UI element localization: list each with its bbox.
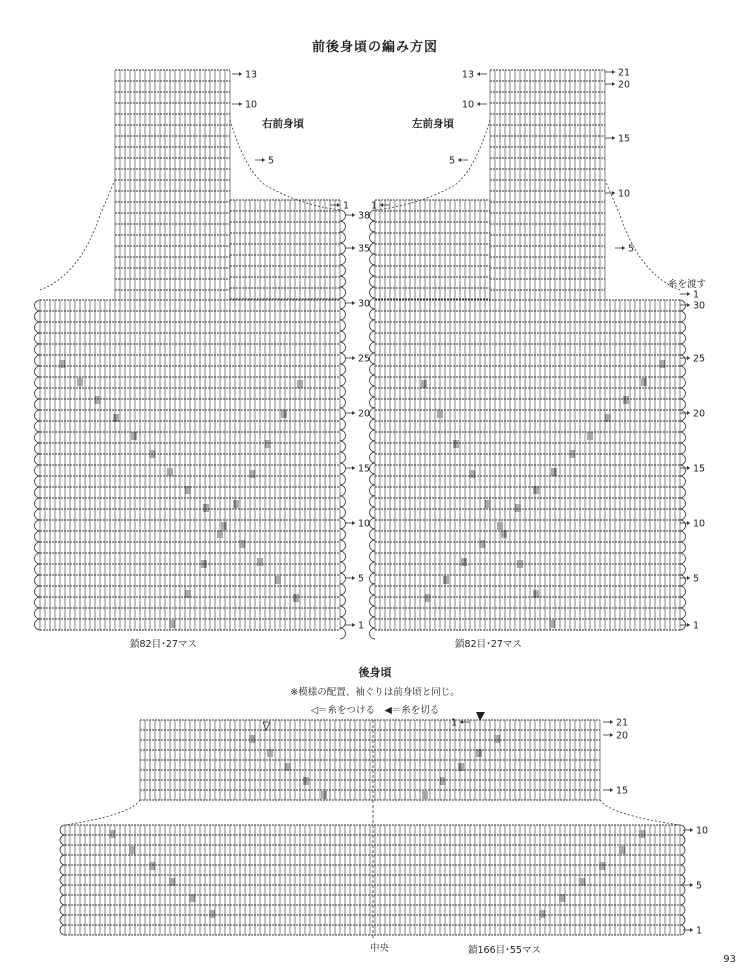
right-front-edge-arc [340, 485, 346, 496]
row-arrow-head [352, 356, 355, 360]
left-front-edge-arc [680, 388, 686, 399]
back-edge-arc [60, 865, 65, 875]
row-label: 20 [358, 408, 371, 420]
back-edge-arc [60, 905, 65, 915]
right-front-edge-arc [35, 520, 41, 531]
left-front-edge-arc [370, 540, 375, 551]
row-label: 1 [450, 717, 457, 729]
row-arrow-head [380, 203, 383, 207]
left-front-edge-arc [680, 454, 686, 465]
back-edge-arc [60, 825, 65, 835]
row-arrow-head [239, 72, 242, 76]
attach-yarn-marker [263, 722, 270, 730]
center-label: 中央 [370, 943, 390, 954]
right-front-edge-arc [35, 619, 41, 630]
right-front-edge-arc [340, 320, 346, 331]
back-edge-arc [60, 915, 65, 925]
left-front-edge-arc [370, 496, 375, 507]
row-label: 1 [343, 200, 350, 212]
back-edge-arc [680, 855, 685, 865]
right-front-edge-arc [340, 397, 346, 408]
left-front-edge-arc [680, 608, 686, 619]
left-front-edge-arc [370, 441, 375, 452]
right-front-edge-arc [340, 221, 346, 232]
left-front-edge-arc [370, 287, 375, 298]
left-front-edge-arc [370, 397, 375, 408]
row-arrow-head [687, 521, 690, 525]
row-label: 38 [358, 210, 371, 222]
left-front-edge-arc [680, 476, 686, 487]
row-label: 1 [693, 289, 700, 301]
right-front-edge-arc [35, 531, 41, 542]
right-front-edge-arc [340, 452, 346, 463]
row-label: 10 [618, 188, 631, 200]
back-edge-arc [60, 895, 65, 905]
right-front-edge-arc [35, 377, 41, 388]
left-front-edge-arc [680, 498, 686, 509]
row-label: 10 [696, 825, 709, 837]
right-front-edge-arc [35, 465, 41, 476]
right-front-edge-arc [35, 476, 41, 487]
left-front-neck-grid [375, 200, 490, 300]
row-arrow-head [458, 158, 461, 162]
left-front-edge-arc [680, 531, 686, 542]
right-front-edge-arc [35, 487, 41, 498]
back-armhole-curve [65, 800, 140, 825]
right-front-edge-arc [340, 529, 346, 540]
left-front-edge-arc [370, 265, 375, 276]
row-arrow-head [610, 788, 613, 792]
page-number: 93 [723, 954, 736, 965]
left-front-edge-arc [680, 333, 686, 344]
row-label: 30 [358, 298, 371, 310]
row-arrow-head [352, 623, 355, 627]
left-front-edge-arc [680, 355, 686, 366]
right-front-edge-arc [35, 399, 41, 410]
right-front-edge-arc [35, 586, 41, 597]
left-front-foundation: 鎖82目･27マス [455, 639, 522, 650]
right-front-edge-arc [340, 474, 346, 485]
right-front-edge-arc [340, 353, 346, 364]
left-front-edge-arc [680, 586, 686, 597]
right-front-edge-arc [340, 496, 346, 507]
right-front-edge-arc [35, 311, 41, 322]
back-foundation: 鎖166目･55マス [468, 945, 541, 956]
right-front-edge-arc [340, 562, 346, 573]
right-front-edge-arc [35, 300, 41, 311]
left-front-edge-arc [370, 529, 375, 540]
row-arrow-head [610, 733, 613, 737]
row-arrow-head [262, 158, 265, 162]
left-front-edge-arc [370, 474, 375, 485]
right-front-edge-arc [35, 509, 41, 520]
back-edge-arc [680, 915, 685, 925]
right-front-shoulder-grid [115, 70, 230, 300]
yarn-legend: ◁＝糸をつける ◀＝糸を切る [310, 705, 440, 716]
right-front-edge-arc [340, 298, 346, 309]
back-edge-arc [60, 835, 65, 845]
row-arrow-head [610, 720, 613, 724]
row-label: 5 [693, 573, 700, 585]
neckline-curve [230, 120, 340, 210]
right-front-edge-arc [35, 322, 41, 333]
right-front-edge-arc [340, 518, 346, 529]
left-front-edge-arc [680, 399, 686, 410]
right-front-edge-arc [340, 419, 346, 430]
right-front-edge-arc [35, 608, 41, 619]
row-arrow-head [352, 466, 355, 470]
left-front-edge-arc [370, 408, 375, 419]
right-front-edge-arc [35, 355, 41, 366]
right-front-edge-arc [35, 432, 41, 443]
left-front-edge-arc [370, 298, 375, 309]
left-front-edge-arc [680, 564, 686, 575]
back-note: ※模様の配置、袖ぐりは前身頃と同じ。 [290, 687, 460, 698]
back-edge-arc [60, 855, 65, 865]
left-front-edge-arc [370, 243, 375, 254]
row-label: 15 [693, 463, 706, 475]
left-front-edge-arc [680, 410, 686, 421]
row-arrow-head [687, 623, 690, 627]
right-front-edge-arc [340, 243, 346, 254]
left-front-edge-arc [370, 221, 375, 232]
right-front-edge-arc [340, 331, 346, 342]
row-arrow-head [352, 246, 355, 250]
back-edge-arc [680, 875, 685, 885]
right-front-edge-arc [35, 498, 41, 509]
left-front-edge-arc [370, 595, 375, 606]
right-front-edge-arc [35, 333, 41, 344]
left-front-edge-arc [370, 507, 375, 518]
left-front-edge-arc [370, 375, 375, 386]
row-label: 20 [618, 79, 631, 91]
right-front-edge-arc [340, 276, 346, 287]
back-edge-arc [60, 885, 65, 895]
row-label: 5 [448, 155, 455, 167]
row-label: 5 [628, 243, 635, 255]
left-front-edge-arc [680, 465, 686, 476]
right-front-edge-arc [340, 628, 346, 639]
right-front-edge-arc [340, 408, 346, 419]
right-front-edge-arc [35, 542, 41, 553]
right-front-edge-arc [340, 617, 346, 628]
row-label: 10 [693, 518, 706, 530]
back-edge-arc [680, 885, 685, 895]
row-label: 5 [268, 155, 275, 167]
row-arrow-head [352, 301, 355, 305]
right-front-edge-arc [35, 410, 41, 421]
left-front-edge-arc [370, 584, 375, 595]
left-front-edge-arc [370, 551, 375, 562]
left-front-edge-arc [370, 430, 375, 441]
left-front-edge-arc [680, 366, 686, 377]
row-arrow-head [687, 292, 690, 296]
right-front-neck-grid [230, 200, 340, 300]
left-front-edge-arc [370, 331, 375, 342]
row-label: 13 [461, 69, 474, 81]
right-front-edge-arc [340, 540, 346, 551]
row-arrow-head [352, 521, 355, 525]
right-front-edge-arc [340, 606, 346, 617]
armhole-curve [40, 180, 115, 290]
row-label: 10 [461, 99, 474, 111]
right-front-edge-arc [340, 573, 346, 584]
back-section-title: 後身頃 [358, 666, 392, 679]
left-front-edge-arc [680, 553, 686, 564]
right-front-edge-arc [340, 287, 346, 298]
left-front-edge-arc [370, 562, 375, 573]
right-front-edge-arc [340, 254, 346, 265]
row-arrow-head [477, 72, 480, 76]
row-arrow-head [612, 136, 615, 140]
left-front-edge-arc [680, 322, 686, 333]
back-edge-arc [60, 845, 65, 855]
row-label: 35 [358, 243, 371, 255]
row-arrow-head [612, 70, 615, 74]
row-arrow-head [687, 303, 690, 307]
right-front-edge-arc [340, 463, 346, 474]
row-arrow-head [477, 102, 480, 106]
row-label: 15 [358, 463, 371, 475]
right-front-edge-arc [340, 375, 346, 386]
row-label: 15 [618, 133, 631, 145]
row-arrow-head [612, 191, 615, 195]
back-armhole-curve [600, 800, 680, 825]
right-front-edge-arc [35, 421, 41, 432]
left-front-edge-arc [680, 509, 686, 520]
left-front-edge-arc [370, 320, 375, 331]
left-front-edge-arc [680, 311, 686, 322]
left-front-shoulder-grid [490, 70, 605, 300]
row-label: 20 [693, 408, 706, 420]
row-arrow-head [612, 82, 615, 86]
left-front-edge-arc [680, 487, 686, 498]
row-label: 25 [358, 353, 371, 365]
transfer-yarn-note: 糸を渡す [668, 279, 707, 290]
left-front-lower-grid [375, 300, 680, 630]
left-front-edge-arc [370, 452, 375, 463]
right-front-edge-arc [340, 595, 346, 606]
right-front-edge-arc [340, 309, 346, 320]
back-upper-grid [140, 717, 600, 800]
right-front-edge-arc [340, 342, 346, 353]
left-front-edge-arc [370, 353, 375, 364]
left-front-edge-arc [370, 364, 375, 375]
row-arrow-head [239, 102, 242, 106]
left-front-edge-arc [370, 617, 375, 628]
right-front-label: 右前身頃 [262, 118, 304, 130]
row-arrow-head [687, 356, 690, 360]
right-front-edge-arc [35, 366, 41, 377]
right-front-edge-arc [35, 443, 41, 454]
left-front-edge-arc [370, 254, 375, 265]
left-front-edge-arc [370, 276, 375, 287]
left-front-edge-arc [370, 573, 375, 584]
left-front-label: 左前身頃 [412, 118, 454, 130]
row-label: 20 [616, 730, 629, 742]
left-front-edge-arc [370, 210, 375, 221]
right-front-lower-grid [40, 300, 340, 630]
row-label: 1 [693, 620, 700, 632]
row-arrow-head [687, 466, 690, 470]
row-arrow-head [622, 246, 625, 250]
row-label: 25 [693, 353, 706, 365]
back-edge-arc [680, 865, 685, 875]
row-label: 5 [358, 573, 365, 585]
row-label: 10 [358, 518, 371, 530]
row-arrow-head [687, 411, 690, 415]
row-label: 21 [618, 67, 631, 79]
row-label: 10 [245, 99, 258, 111]
left-front-edge-arc [370, 518, 375, 529]
row-arrow-head [352, 411, 355, 415]
row-label: 5 [696, 880, 703, 892]
left-front-edge-arc [680, 619, 686, 630]
back-edge-arc [680, 845, 685, 855]
armhole-curve [605, 180, 680, 290]
right-front-edge-arc [35, 454, 41, 465]
page-title: 前後身頃の編み方図 [311, 40, 438, 55]
right-front-edge-arc [35, 388, 41, 399]
left-front-edge-arc [370, 463, 375, 474]
right-front-edge-arc [340, 364, 346, 375]
left-front-edge-arc [680, 421, 686, 432]
right-front-edge-arc [340, 430, 346, 441]
right-front-edge-arc [340, 507, 346, 518]
row-label: 1 [370, 200, 377, 212]
row-label: 1 [696, 925, 703, 937]
right-front-edge-arc [340, 551, 346, 562]
row-label: 30 [693, 300, 706, 312]
left-front-edge-arc [370, 485, 375, 496]
left-front-edge-arc [370, 232, 375, 243]
right-front-edge-arc [35, 344, 41, 355]
left-front-edge-arc [680, 520, 686, 531]
left-front-edge-arc [370, 309, 375, 320]
row-arrow-head [687, 576, 690, 580]
back-edge-arc [60, 925, 65, 935]
left-front-edge-arc [370, 342, 375, 353]
row-label: 15 [616, 785, 629, 797]
right-front-foundation: 鎖82目･27マス [130, 639, 197, 650]
left-front-edge-arc [680, 443, 686, 454]
left-front-edge-arc [680, 344, 686, 355]
right-front-edge-arc [340, 232, 346, 243]
left-front-edge-arc [680, 542, 686, 553]
right-front-edge-arc [340, 584, 346, 595]
left-front-edge-arc [370, 606, 375, 617]
left-front-edge-arc [680, 575, 686, 586]
left-front-edge-arc [680, 597, 686, 608]
row-arrow-head [352, 213, 355, 217]
left-front-edge-arc [370, 386, 375, 397]
back-edge-arc [680, 905, 685, 915]
left-front-edge-arc [680, 432, 686, 443]
right-front-edge-arc [340, 265, 346, 276]
right-front-edge-arc [340, 441, 346, 452]
row-arrow-head [690, 828, 693, 832]
right-front-edge-arc [35, 553, 41, 564]
right-front-edge-arc [35, 564, 41, 575]
row-arrow-head [460, 720, 463, 724]
left-front-edge-arc [370, 419, 375, 430]
left-front-edge-arc [680, 377, 686, 388]
back-edge-arc [680, 835, 685, 845]
left-front-edge-arc [680, 300, 686, 311]
right-front-edge-arc [340, 386, 346, 397]
right-front-edge-arc [340, 210, 346, 221]
row-arrow-head [690, 883, 693, 887]
row-arrow-head [337, 203, 340, 207]
back-edge-arc [680, 895, 685, 905]
row-arrow-head [352, 576, 355, 580]
row-label: 13 [245, 69, 258, 81]
right-front-edge-arc [35, 597, 41, 608]
neckline-curve [375, 120, 490, 210]
back-lower-grid [65, 825, 680, 935]
back-edge-arc [60, 875, 65, 885]
row-label: 1 [358, 620, 365, 632]
row-arrow-head [690, 928, 693, 932]
left-front-edge-arc [370, 628, 375, 639]
right-front-edge-arc [35, 575, 41, 586]
row-label: 21 [616, 717, 629, 729]
